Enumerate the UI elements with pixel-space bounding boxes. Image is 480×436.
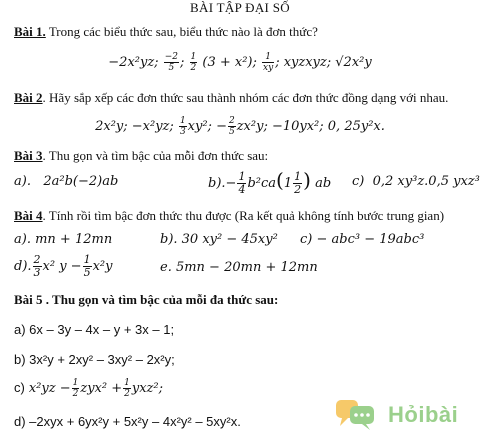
hoibai-logo: [332, 396, 472, 432]
exercise-4-label: Bài 4: [14, 208, 43, 223]
exercise-4-text: . Tính rồi tìm bậc đơn thức thu được (Ra kết quả không tính bước trung gian): [42, 208, 445, 223]
b4-frac-2: $\frac{1}{5}$: [83, 253, 91, 279]
exercise-1-expressions: −2x²yz; $\frac{-2}{5}$ ; $\frac{1}{2}$ (3 + x²); $\frac{1}{xy}$ ; xyzxyz; √2x²y: [108, 52, 372, 73]
exercise-5: [14, 292, 278, 308]
b1-frac-2: $\frac{1}{2}$: [190, 52, 197, 73]
b3-item-b: b).− $\frac{1}{4}$ b²ca(1 $\frac{1}{2}$ ) ab: [208, 168, 332, 196]
exercise-3: [14, 148, 268, 164]
exercise-3-text: . Thu gọn và tìm bậc của mỗi đơn thức sau:: [42, 148, 269, 163]
b4-frac-1: $\frac{2}{3}$: [33, 253, 41, 279]
b1-math-a: −2x²yz;: [108, 55, 159, 70]
exercise-1-label: Bài 1.: [14, 24, 46, 39]
exercise-3-label: Bài 3: [14, 148, 43, 163]
b5-frac-1: $\frac{1}{2}$: [72, 378, 79, 399]
chat-bubble-icon: [332, 396, 382, 432]
b5-item-b: b) 3x²y + 2xy² – 3xy² – 2x²y;: [14, 352, 175, 367]
exercise-1-text: Trong các biểu thức sau, biểu thức nào là đơn thức?: [48, 24, 318, 39]
exercise-2: [14, 90, 448, 106]
b1-frac-1: $\frac{-2}{5}$: [164, 52, 178, 73]
b5-frac-2: $\frac{1}{2}$: [124, 378, 130, 399]
b4-item-e: e. 5mn − 20mn + 12mn: [160, 260, 318, 275]
logo-text: Hỏibài: [388, 402, 459, 427]
page-title: BÀI TẬP ĐẠI SỐ: [190, 0, 290, 15]
b4-item-b: b). 30 xy² − 45xy²: [160, 232, 278, 247]
exercise-4: [14, 208, 444, 224]
b4-item-a: a). mn + 12mn: [14, 232, 113, 247]
b2-math-c: zx²y; −10yx²; 0, 25y²x.: [236, 119, 385, 134]
b5-item-a: a) 6x – 3y – 4x – y + 3x – 1;: [14, 322, 175, 337]
b2-frac-1: $\frac{1}{3}$: [179, 116, 186, 137]
b2-frac-2: $\frac{2}{5}$: [228, 116, 235, 137]
exercise-2-label: Bài 2: [14, 90, 43, 105]
b3-frac: $\frac{1}{4}$: [238, 170, 246, 196]
b5-item-c: c) x²yz − $\frac{1}{2}$ zyx² + $\frac{1}{2}$ yxz²;: [14, 378, 163, 399]
b1-math-c: ; xyzxyz; √2x²y: [275, 55, 372, 70]
exercise-2-text: . Hãy sắp xếp các đơn thức sau thành nhóm các đơn thức đồng dạng với nhau.: [42, 90, 449, 105]
exercise-1: [14, 24, 318, 40]
exercise-2-expressions: [0, 116, 480, 137]
b1-frac-3: $\frac{1}{xy}$: [263, 52, 274, 73]
b2-math-b: xy²; −: [187, 119, 227, 134]
b4-item-d: d). $\frac{2}{3}$ x² y − $\frac{1}{5}$ x²y: [14, 253, 113, 279]
b5-item-d: d) –2xyx + 6yx²y + 5x²y – 4x²y² – 5xy²x.: [14, 414, 241, 429]
exercise-5-label: Bài 5 . Thu gọn và tìm bậc của mỗi đa thức sau:: [14, 292, 279, 307]
b3-mixed-frac: $\frac{1}{2}$: [294, 170, 302, 196]
b3-item-a: a). 2a²b(−2)ab: [14, 174, 119, 189]
b1-math-b: (3 + x²);: [202, 55, 257, 70]
b3-item-c: c) 0,2 xy³z.0,5 yxz³: [352, 174, 480, 189]
b4-item-c: c) − abc³ − 19abc³: [300, 232, 425, 247]
b2-math-a: 2x²y; −x²yz;: [95, 119, 174, 134]
